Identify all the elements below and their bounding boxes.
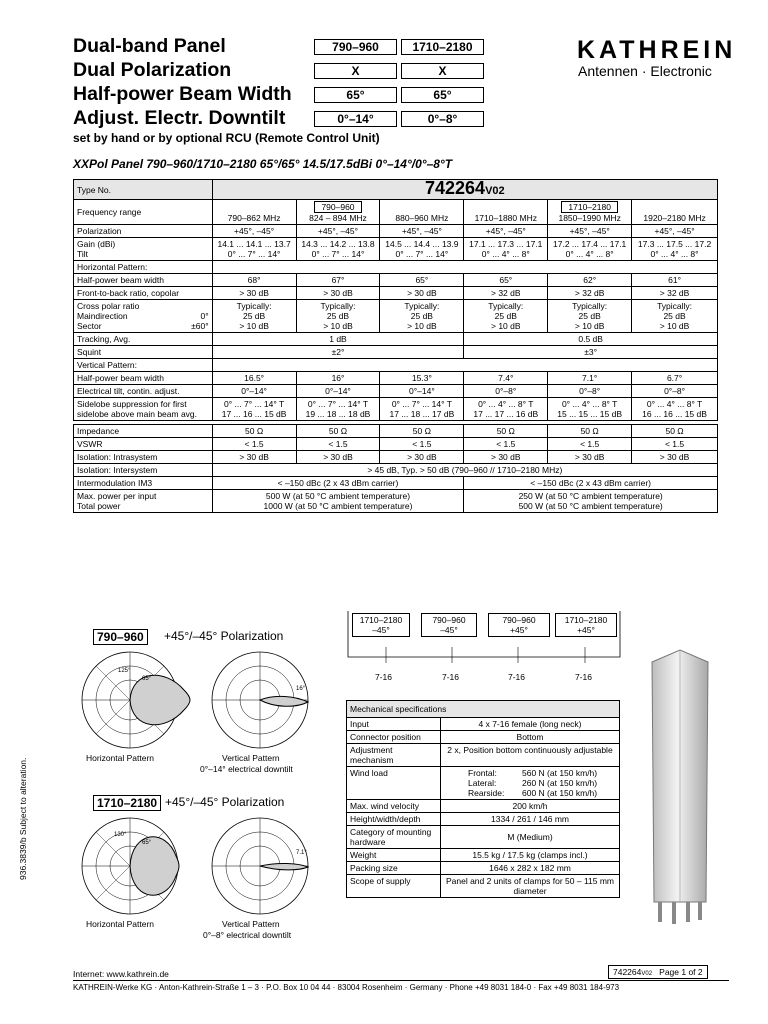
wind-direction: Rearside: [468,788,505,798]
band2-vertical-caption: Vertical Pattern [222,919,280,929]
power-cell-1 [212,490,464,513]
vswr-value: < 1.5 [464,438,548,451]
cpr-label-cell [74,300,213,333]
iso-intra-label: Isolation: Intrasystem [74,451,213,464]
cpr-main: 25 dB [326,311,350,321]
sls-tilt: 0° ... 4° ... 8° T [646,399,703,409]
band1-pattern-diagrams [70,650,330,750]
connector-band: 790–960 [502,615,536,625]
gain-1: 14.1 ... 14.1 ... 13.7 [217,239,291,249]
connector-label-4: 7-16 [575,672,593,682]
type-number [212,180,717,200]
wind-direction: Frontal: [468,768,497,778]
gain-2: 14.3 ... 14.2 ... 13.8 [301,239,375,249]
vswr-value: < 1.5 [632,438,718,451]
footer-page-number: Page 1 of 2 [659,967,703,977]
wind-load: 560 N (at 150 km/h) [522,768,598,778]
brand-logo: KATHREIN [577,36,737,64]
band1-label: 790–960 [314,201,361,213]
main-label: Maindirection [77,311,128,321]
cpr-cell-4 [464,300,548,333]
gain-cell-6 [632,238,718,261]
etilt-6: 0°–8° [632,385,718,398]
band2-pattern-diagrams [70,816,330,916]
ftb-6: > 32 dB [632,287,718,300]
vbw-3: 15.3° [380,372,464,385]
connector-pol: +45° [510,625,528,635]
vswr-label: VSWR [74,438,213,451]
band2-downtilt-caption: 0°–8° electrical downtilt [203,930,292,940]
hbw-1: 68° [212,274,296,287]
iso-intra-value: > 30 dB [296,451,380,464]
cpr-typ: Typically: [236,301,272,311]
gain-6: 17.3 ... 17.5 ... 17.2 [637,239,712,249]
band1-downtilt-caption: 0°–14° electrical downtilt [200,764,293,774]
im3-row [74,477,718,490]
footer-type-suffix: V02 [641,971,653,977]
im3-label: Intermodulation IM3 [74,477,213,490]
band1-horizontal-caption: Horizontal Pattern [86,753,155,763]
mech-key: Scope of supply [347,875,441,898]
cpr-sector: > 10 dB [574,321,605,331]
connector-label-2: 7-16 [442,672,460,682]
polarization-3: +45°, –45° [380,225,464,238]
ftb-row [74,287,718,300]
footer-page-box [608,965,708,979]
hbw-3: 65° [380,274,464,287]
wind-row [444,778,616,788]
hpattern-row [74,261,718,274]
subtitle: set by hand or by optional RCU (Remote Control Unit) [73,131,380,145]
mech-value: Bottom [441,731,620,744]
sector-label: Sector [77,321,102,331]
vswr-value: < 1.5 [212,438,296,451]
mech-key: Height/width/depth [347,813,441,826]
footer-type-no: 742264 [613,967,642,977]
squint-row [74,346,718,359]
vbw-label: Half-power beam width [74,372,213,385]
band1-h-angle-a: 125° [118,668,131,674]
tracking-label: Tracking, Avg. [74,333,213,346]
cpr-sector: > 10 dB [659,321,690,331]
cpr-label: Cross polar ratio [77,301,140,311]
band2-frequency-box: 1710–2180 [401,39,484,55]
mech-value: M (Medium) [441,826,620,849]
band2-h-angle-a: 130° [114,832,127,838]
freq-label: Frequency range [74,200,213,225]
freq-6: 1920–2180 MHz [632,200,718,225]
cpr-typ: Typically: [572,301,608,311]
band2-v-angle: 7.1° [296,850,307,856]
band2-beamwidth-box: 65° [401,87,484,103]
vswr-value: < 1.5 [380,438,464,451]
vbw-1: 16.5° [212,372,296,385]
freq-1: 790–862 MHz [212,200,296,225]
sls-cell-4 [464,398,548,421]
iso-intra-value: > 30 dB [380,451,464,464]
iso-intra-value: > 30 dB [548,451,632,464]
main-angle: 0° [200,311,209,321]
tilt-4: 0° ... 4° ... 8° [481,249,530,259]
power-cell-2 [464,490,718,513]
vbw-row [74,372,718,385]
mech-value: 4 x 7-16 female (long neck) [441,718,620,731]
frequency-row [74,200,718,225]
band1-beamwidth-box: 65° [314,87,397,103]
connector-band: 1710–2180 [564,615,608,625]
band2-diagram-label: 1710–2180 [93,795,161,811]
electrical-spec-table [73,179,718,513]
cpr-main: 25 dB [242,311,266,321]
connector-band: 1710–2180 [359,615,403,625]
brand-tagline: Antennen · Electronic [578,63,712,79]
cpr-cell-2 [296,300,380,333]
ftb-4: > 32 dB [464,287,548,300]
etilt-1: 0°–14° [212,385,296,398]
mech-key: Adjustment mechanism [347,744,441,767]
cpr-main: 25 dB [663,311,686,321]
tilt-5: 0° ... 4° ... 8° [565,249,614,259]
mech-key: Input [347,718,441,731]
side-note: 936.3839/b Subject to alteration. [18,757,28,880]
totpow-1: 1000 W (at 50 °C ambient temperature) [263,501,413,511]
sector-angle: ±60° [191,321,209,331]
sls-cell-2 [296,398,380,421]
mech-key: Packing size [347,862,441,875]
wind-label: Wind load [347,767,441,800]
polarization-1: +45°, –45° [212,225,296,238]
sls-tilt: 0° ... 7° ... 14° T [224,399,285,409]
mech-key: Max. wind velocity [347,800,441,813]
mech-value: 200 km/h [441,800,620,813]
cpr-cell-6 [632,300,718,333]
title-line-4: Adjust. Electr. Downtilt [73,107,286,129]
iso-intra-value: > 30 dB [212,451,296,464]
mech-value: 2 x, Position bottom continuously adjustable [441,744,620,767]
sls-db: 16 ... 16 ... 15 dB [642,409,707,419]
cpr-typ: Typically: [320,301,356,311]
ftb-label: Front-to-back ratio, copolar [74,287,213,300]
cpr-main: 25 dB [410,311,433,321]
etilt-3: 0°–14° [380,385,464,398]
polarization-2: +45°, –45° [296,225,380,238]
squint-1: ±2° [212,346,464,359]
sls-db: 15 ... 15 ... 15 dB [557,409,623,419]
cpr-sector: > 10 dB [323,321,353,331]
sls-tilt: 0° ... 7° ... 14° T [391,399,452,409]
imp-value: 50 Ω [632,425,718,438]
maxpow-label: Max. power per input [77,491,157,501]
cpr-cell-1 [212,300,296,333]
power-label-cell [74,490,213,513]
mech-key: Category of mounting hardware [347,826,441,849]
gain-cell-4 [464,238,548,261]
freq-3: 880–960 MHz [380,200,464,225]
sls-tilt: 0° ... 4° ... 8° T [561,399,618,409]
vpattern-row [74,359,718,372]
freq-2-cell [296,200,380,225]
wind-values [441,767,620,800]
ftb-2: > 30 dB [296,287,380,300]
tilt-6: 0° ... 4° ... 8° [650,249,699,259]
gain-3: 14.5 ... 14.4 ... 13.9 [385,239,459,249]
wind-direction: Lateral: [468,778,497,788]
etilt-row [74,385,718,398]
iso-intra-value: > 30 dB [632,451,718,464]
connector-label-3: 7-16 [508,672,526,682]
freq-5-cell [548,200,632,225]
gain-cell-3 [380,238,464,261]
band1-polarization-box: X [314,63,397,79]
band1-vertical-polar-plot [212,652,308,748]
impedance-row [74,425,718,438]
cpr-main: 25 dB [578,311,601,321]
sls-tilt: 0° ... 7° ... 14° T [307,399,369,409]
band2-vertical-polar-plot [212,818,308,914]
polarization-row [74,225,718,238]
gain-row [74,238,718,261]
imp-value: 50 Ω [464,425,548,438]
sidelobe-row [74,398,718,421]
product-line: XXPol Panel 790–960/1710–2180 65°/65° 14.5/17.5dBi 0°–14°/0°–8°T [73,157,453,171]
hbw-row [74,274,718,287]
tracking-row [74,333,718,346]
cpr-sector-label-row [77,321,209,331]
power-row [74,490,718,513]
cpr-cell-5 [548,300,632,333]
freq-4: 1710–1880 MHz [464,200,548,225]
hbw-2: 67° [296,274,380,287]
band2-label: 1710–2180 [561,201,618,213]
imp-label: Impedance [74,425,213,438]
antenna-illustration [640,640,720,930]
sls-cell-6 [632,398,718,421]
vswr-value: < 1.5 [296,438,380,451]
band1-v-angle: 16° [296,686,306,692]
connector-label-1: 7-16 [375,672,393,682]
polarization-5: +45°, –45° [548,225,632,238]
gain-label-cell [74,238,213,261]
vbw-6: 6.7° [632,372,718,385]
etilt-2: 0°–14° [296,385,380,398]
imp-value: 50 Ω [212,425,296,438]
gain-label: Gain (dBi) [77,239,116,249]
sls-cell-1 [212,398,296,421]
mech-key: Weight [347,849,441,862]
hbw-label: Half-power beam width [74,274,213,287]
iso-intra-row [74,451,718,464]
mech-value: 1646 x 282 x 182 mm [441,862,620,875]
cpr-typ: Typically: [488,301,524,311]
footer-internet: Internet: www.kathrein.de [73,969,169,979]
connector-box-2 [421,613,477,637]
sls-label-2: sidelobe above main beam avg. [77,409,198,419]
mech-key: Connector position [347,731,441,744]
band2-horizontal-polar-plot [82,818,179,914]
freq-5: 1850–1990 MHz [558,213,621,223]
cpr-sector: > 10 dB [239,321,269,331]
im3-value-2: < –150 dBc (2 x 43 dBm carrier) [464,477,718,490]
footer-address: KATHREIN-Werke KG · Anton-Kathrein-Straße 1 – 3 · P.O. Box 10 04 44 · 83004 Rosenheim · Germany · Phone +49 8031 184-0 · Fax +49 8031 184-973 [73,983,620,992]
wind-row [444,788,616,798]
maxpow-2: 250 W (at 50 °C ambient temperature) [518,491,663,501]
iso-intra-value: > 30 dB [464,451,548,464]
cpr-main: 25 dB [494,311,517,321]
tilt-1: 0° ... 7° ... 14° [227,249,281,259]
mech-value: 15.5 kg / 17.5 kg (clamps incl.) [441,849,620,862]
sls-cell-3 [380,398,464,421]
cpr-sector: > 10 dB [407,321,437,331]
sls-label-1: Sidelobe suppression for first [77,399,187,409]
polarization-6: +45°, –45° [632,225,718,238]
gain-4: 17.1 ... 17.3 ... 17.1 [469,239,543,249]
hpattern-label: Horizontal Pattern: [74,261,213,274]
connector-pol: +45° [577,625,595,635]
hbw-5: 62° [548,274,632,287]
band2-polarization-title: +45°/–45° Polarization [165,795,285,809]
cpr-typ: Typically: [404,301,440,311]
etilt-4: 0°–8° [464,385,548,398]
wind-load: 600 N (at 150 km/h) [522,788,598,798]
vbw-5: 7.1° [548,372,632,385]
type-row [74,180,718,200]
iso-inter-row [74,464,718,477]
sls-db: 17 ... 18 ... 17 dB [389,409,455,419]
mechanical-spec-table [346,700,620,898]
vbw-4: 7.4° [464,372,548,385]
vswr-row [74,438,718,451]
type-label: Type No. [74,180,213,200]
mech-value: 1334 / 261 / 146 mm [441,813,620,826]
gain-cell-2 [296,238,380,261]
connector-band: 790–960 [432,615,466,625]
polarization-4: +45°, –45° [464,225,548,238]
etilt-label: Electrical tilt, contin. adjust. [74,385,213,398]
vpattern-label: Vertical Pattern: [74,359,213,372]
im3-value-1: < –150 dBc (2 x 43 dBm carrier) [212,477,464,490]
sls-db: 17 ... 17 ... 16 dB [473,409,539,419]
maxpow-1: 500 W (at 50 °C ambient temperature) [265,491,411,501]
polarization-label: Polarization [74,225,213,238]
sls-cell-5 [548,398,632,421]
tracking-2: 0.5 dB [464,333,718,346]
sls-label-cell [74,398,213,421]
band2-downtilt-box: 0°–8° [401,111,484,127]
mech-title: Mechanical specifications [347,701,620,718]
band1-downtilt-box: 0°–14° [314,111,397,127]
band1-polarization-title: +45°/–45° Polarization [164,629,284,643]
wind-load: 260 N (at 150 km/h) [522,778,598,788]
connector-box-1 [352,613,410,637]
sls-tilt: 0° ... 4° ... 8° T [478,399,534,409]
band1-h-angle-b: 65° [142,676,152,682]
cpr-sector: > 10 dB [491,321,521,331]
band1-horizontal-polar-plot [82,652,190,748]
type-suffix: V02 [485,185,505,197]
vswr-value: < 1.5 [548,438,632,451]
tilt-3: 0° ... 7° ... 14° [395,249,449,259]
totpow-label: Total power [77,501,121,511]
title-line-3: Half-power Beam Width [73,83,292,105]
footer-divider [73,980,729,981]
hbw-4: 65° [464,274,548,287]
cpr-typ: Typically: [657,301,693,311]
band2-horizontal-caption: Horizontal Pattern [86,919,155,929]
connector-pol: –45° [440,625,458,635]
band1-vertical-caption: Vertical Pattern [222,753,280,763]
wind-row [444,768,616,778]
connector-pol: –45° [372,625,390,635]
title-line-2: Dual Polarization [73,59,232,81]
gain-5: 17.2 ... 17.4 ... 17.1 [553,239,627,249]
tracking-1: 1 dB [212,333,464,346]
title-line-1: Dual-band Panel [73,35,226,57]
tilt-2: 0° ... 7° ... 14° [311,249,365,259]
squint-label: Squint [74,346,213,359]
ftb-1: > 30 dB [212,287,296,300]
cpr-row [74,300,718,333]
band2-h-angle-b: 65° [142,840,152,846]
sls-db: 19 ... 18 ... 18 dB [305,409,371,419]
freq-2: 824 – 894 MHz [309,213,367,223]
band1-frequency-box: 790–960 [314,39,397,55]
connector-box-3 [488,613,550,637]
imp-value: 50 Ω [296,425,380,438]
band2-polarization-box: X [401,63,484,79]
totpow-2: 500 W (at 50 °C ambient temperature) [518,501,663,511]
etilt-5: 0°–8° [548,385,632,398]
tilt-label: Tilt [77,249,89,259]
mech-value: Panel and 2 units of clamps for 50 – 115 mm diameter [441,875,620,898]
iso-inter-label: Isolation: Intersystem [74,464,213,477]
vbw-2: 16° [296,372,380,385]
gain-cell-5 [548,238,632,261]
hbw-6: 61° [632,274,718,287]
ftb-5: > 32 dB [548,287,632,300]
imp-value: 50 Ω [548,425,632,438]
gain-cell-1 [212,238,296,261]
iso-inter-value: > 45 dB, Typ. > 50 dB (790–960 // 1710–2180 MHz) [212,464,717,477]
ftb-3: > 30 dB [380,287,464,300]
type-no: 742264 [425,179,486,198]
cpr-main-label-row [77,311,209,321]
imp-value: 50 Ω [380,425,464,438]
band1-diagram-label: 790–960 [93,629,148,645]
squint-2: ±3° [464,346,718,359]
connector-box-4 [555,613,617,637]
cpr-cell-3 [380,300,464,333]
sls-db: 17 ... 16 ... 15 dB [221,409,287,419]
